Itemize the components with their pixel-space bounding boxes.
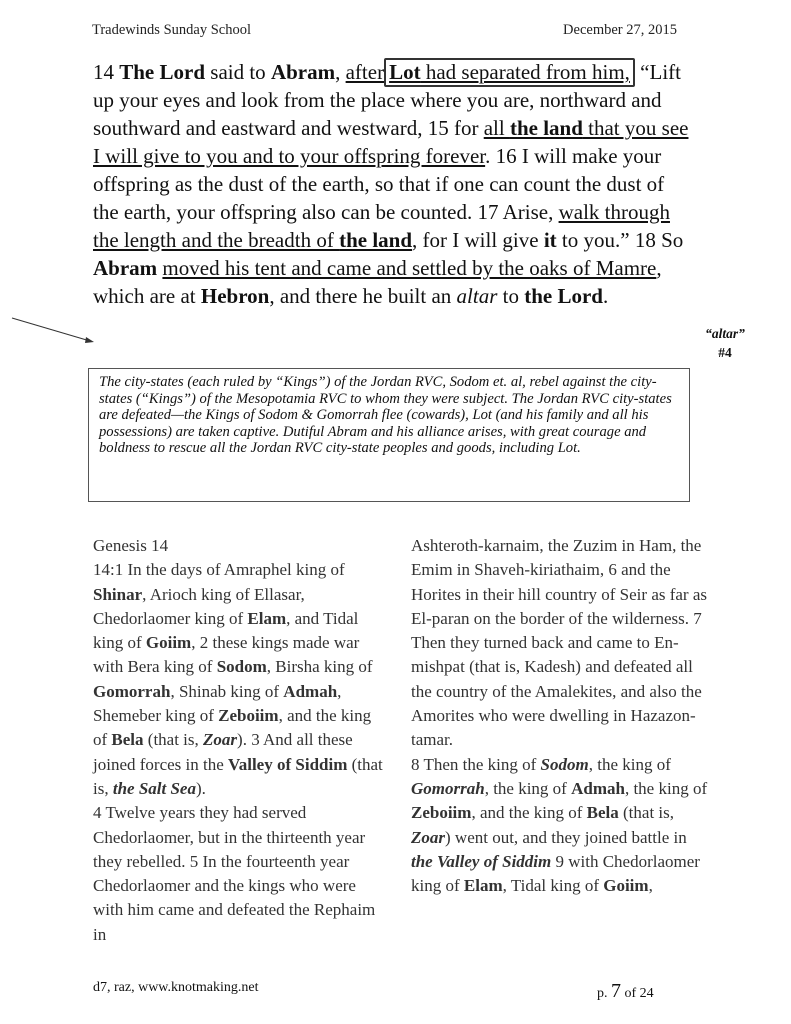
text-span: altar bbox=[456, 284, 498, 308]
text-span: . bbox=[602, 284, 609, 308]
text-span: Admah bbox=[571, 778, 625, 798]
text-span: Valley of Siddim bbox=[228, 754, 348, 774]
text-span: , 2 these kings made war with Bera king of bbox=[93, 633, 360, 677]
text-span: (that is, bbox=[93, 754, 383, 798]
text-span: of 24 bbox=[621, 986, 654, 1001]
main-passage bbox=[93, 58, 693, 310]
text-span: Sodom bbox=[216, 657, 267, 677]
text-span: , for I will give bbox=[412, 228, 544, 252]
text-span: that you see I will give to you and to your offspring forever bbox=[93, 116, 689, 168]
header-date: December 27, 2015 bbox=[563, 22, 677, 38]
text-span: Zeboiim bbox=[218, 706, 279, 726]
text-span: , Tidal king of bbox=[502, 876, 604, 896]
text-span: , and there he built an bbox=[269, 284, 457, 308]
text-span: Elam bbox=[463, 876, 503, 896]
text-span: , Shinab king of bbox=[170, 681, 284, 701]
summary-text: The city-states (each ruled by “Kings”) of the Jordan RVC, Sodom et. al, rebel against the city-states (“Kings”) of the Mesopotamia RVC to whom they were subject. The Jordan RVC city-states are defeated—the Kings of Sodom & Gomorrah flee (cowards), Lot (and his family and all his possessions) are taken captive. Dutiful Abram and his alliance arises, with great courage and boldness to rescue all the Jordan RVC city-state peoples and goods, including Lot. bbox=[99, 374, 672, 457]
text-span: Shinar bbox=[93, 584, 143, 604]
text-span: the Lord bbox=[524, 284, 603, 308]
text-span: Abram bbox=[270, 60, 336, 84]
margin-note-number: #4 bbox=[718, 345, 732, 360]
text-span: “Lift up your eyes and look from the place where you are, northward and southward and eastward and westward, 15 for bbox=[93, 60, 681, 140]
text-span: after bbox=[345, 60, 385, 84]
text-span: , bbox=[335, 60, 346, 84]
text-span: to you.” 18 So bbox=[556, 228, 684, 252]
text-span: the Salt Sea bbox=[112, 778, 196, 798]
text-span: Abram bbox=[93, 256, 158, 280]
text-span: p. bbox=[597, 986, 611, 1001]
text-span: the land bbox=[339, 228, 413, 252]
text-span: 14 bbox=[93, 60, 120, 84]
text-span: Lot bbox=[389, 60, 421, 84]
text-span: 7 bbox=[611, 980, 621, 1002]
text-span: ) went out, and they joined battle in bbox=[445, 827, 687, 847]
text-span: 9 with Chedorlaomer king of bbox=[411, 851, 700, 896]
text-span: , the king of bbox=[484, 778, 572, 798]
header-left: Tradewinds Sunday School bbox=[92, 22, 251, 38]
text-span: The Lord bbox=[119, 60, 206, 84]
text-span: , and the king of bbox=[471, 803, 587, 823]
text-span: , the king of bbox=[624, 778, 708, 798]
text-span: , Arioch king of Ellasar, Chedorlaomer king of bbox=[93, 584, 305, 628]
text-span: Admah bbox=[283, 681, 338, 701]
summary-box bbox=[88, 368, 690, 502]
text-span: , Birsha king of bbox=[266, 657, 373, 677]
margin-note bbox=[690, 324, 760, 362]
highlight-box bbox=[384, 58, 635, 87]
text-span: Hebron bbox=[200, 284, 270, 308]
text-span: said to bbox=[205, 60, 271, 84]
text-span: Gomorrah bbox=[411, 778, 485, 798]
text-span: Gomorrah bbox=[93, 681, 171, 701]
text-span: , which are at bbox=[93, 256, 662, 308]
text-span: , the king of bbox=[588, 754, 671, 774]
text-span: moved his tent and came and settled by the oaks of Mamre bbox=[162, 256, 657, 280]
genesis-paragraph bbox=[411, 753, 711, 899]
text-span: 8 Then the king of bbox=[411, 754, 541, 774]
genesis-paragraph bbox=[93, 558, 388, 801]
page-number bbox=[597, 980, 654, 1003]
text-span: Zoar bbox=[203, 730, 238, 750]
text-span: ). 3 And all these joined forces in the bbox=[93, 730, 353, 774]
text-span: , and the king of bbox=[93, 706, 372, 750]
text-span: Bela bbox=[586, 803, 619, 823]
genesis-column-left bbox=[93, 534, 388, 947]
footer-credit: d7, raz, www.knotmaking.net bbox=[93, 980, 259, 995]
text-span: Bela bbox=[111, 730, 144, 750]
pointer-arrow-icon bbox=[10, 314, 100, 354]
margin-note-word: “altar” bbox=[705, 326, 745, 341]
text-span: Sodom bbox=[540, 754, 589, 774]
text-span: Goiim bbox=[145, 633, 192, 653]
passage-paragraph bbox=[93, 58, 693, 310]
text-span: . 16 I will make your offspring as the dust of the earth, so that if one can count the dust of the earth, your offspring also can be counted. 17 Arise, bbox=[93, 144, 665, 224]
text-span: , and Tidal king of bbox=[93, 608, 359, 653]
text-span: Zeboiim bbox=[411, 803, 472, 823]
text-span: Goiim bbox=[603, 876, 649, 896]
text-span: the land bbox=[509, 116, 583, 140]
text-span: 14:1 In the days of Amraphel king of bbox=[93, 560, 345, 580]
text-span: the Valley of Siddim bbox=[411, 851, 552, 871]
text-span: had separated from him, bbox=[420, 60, 630, 84]
text-span: all bbox=[483, 116, 510, 140]
text-span: (that is, bbox=[618, 803, 675, 823]
text-span: , bbox=[648, 876, 653, 896]
text-span: , Shemeber king of bbox=[93, 681, 342, 726]
text-span: to bbox=[497, 284, 525, 308]
genesis-paragraph: 4 Twelve years they had served Chedorlaomer, but in the thirteenth year they rebelled. 5 In the fourteenth year Chedorlaomer and the kings who were with him came and defeated the Rephaim in bbox=[93, 803, 376, 944]
genesis-column-right bbox=[411, 534, 711, 898]
text-span: Elam bbox=[247, 608, 287, 628]
text-span: walk through the length and the breadth of bbox=[93, 200, 670, 252]
text-span: ). bbox=[195, 778, 206, 798]
text-span: it bbox=[543, 228, 557, 252]
genesis-paragraph: Ashteroth-karnaim, the Zuzim in Ham, the Emim in Shaveh-kiriathaim, 6 and the Horites in their hill country of Seir as far as El-paran on the border of the wilderness. 7 Then they turned back and came to En-mishpat (that is, Kadesh) and defeated all the country of the Amalekites, and also the Amorites who were dwelling in Hazazon-tamar. bbox=[411, 536, 708, 750]
text-span: (that is, bbox=[143, 730, 204, 750]
text-span: Zoar bbox=[411, 827, 445, 847]
genesis-heading: Genesis 14 bbox=[93, 536, 169, 555]
